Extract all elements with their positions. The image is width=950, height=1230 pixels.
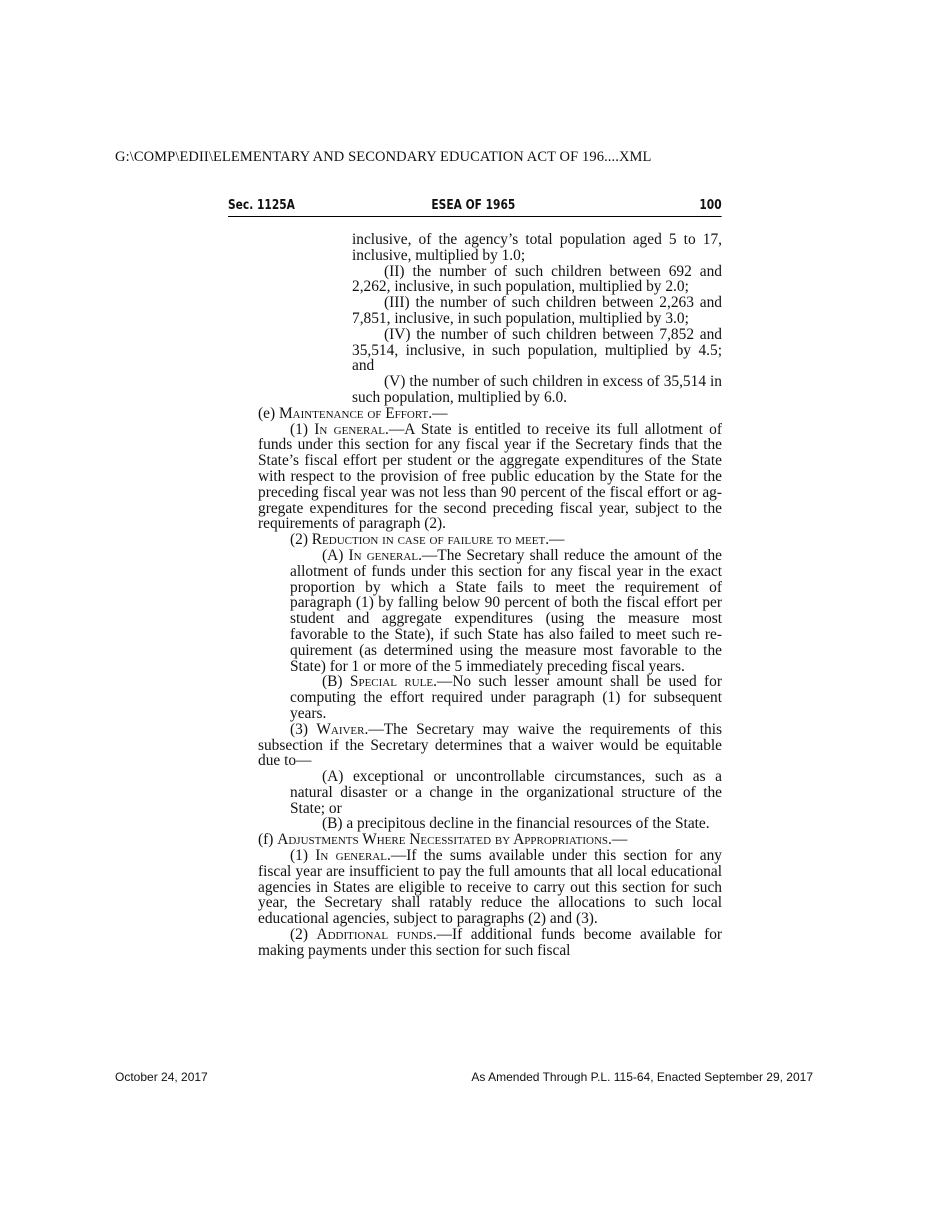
- act-title: ESEA OF 1965: [431, 198, 516, 213]
- subparagraph-label: (A): [322, 546, 349, 564]
- paragraph-label: (2): [290, 926, 317, 944]
- heading-dash: .—: [545, 531, 565, 549]
- footer-date: October 24, 2017: [115, 1070, 208, 1084]
- subparagraph-title: In general: [348, 546, 419, 564]
- paragraph-f2: [258, 927, 722, 959]
- subsection-e-heading: [258, 406, 722, 422]
- paragraph-label: (2): [290, 531, 312, 549]
- paragraph-label: (1): [290, 420, 315, 438]
- subsection-f-heading: [258, 832, 722, 848]
- paragraph-text: .—If the sums available under this section for any fiscal year are insufficient to pay the full amounts that all local educational agencies in States are eligible to receive to carry out this section for such year, the Secretary shall ratably reduce the allocations to such local educational agencies, subject to paragraphs (2) and (3).: [258, 847, 722, 928]
- subparagraph-block: [290, 548, 722, 722]
- file-path: G:\COMP\EDII\ELEMENTARY AND SECONDARY EDUCATION ACT OF 196....XML: [115, 149, 652, 165]
- paragraph-text: .—A State is entitled to receive its full allotment of funds under this section for any fiscal year if the Secretary finds that the State’s fiscal effort per student or the aggregate expenditures of the State with respect to the provision of free public education by the State for the preceding fiscal year was not less than 90 percent of the fiscal effort or aggregate expenditures for the second preceding fiscal year, subject to the requirements of paragraph (2).: [258, 420, 722, 533]
- paragraph-title: In general: [315, 847, 387, 865]
- subsection-title: Adjustments Where Necessitated by Appropriations: [277, 831, 609, 849]
- running-head: [228, 198, 722, 217]
- paragraph-label: (3): [290, 720, 317, 738]
- subparagraph-e3B: (B) a precipitous decline in the financial resources of the State.: [322, 815, 710, 833]
- heading-dash: .—: [608, 831, 628, 849]
- subparagraph-title: Special rule: [349, 673, 434, 691]
- paragraph-title: Additional funds: [316, 926, 433, 944]
- subparagraph-e3A: (A) exceptional or uncontrollable circumstances, such as a natural disaster or a change in the organizational structure of the State; or: [290, 768, 722, 817]
- subclause-I-continued: inclusive, of the agency’s total population aged 5 to 17, inclusive, multiplied by 1.0;: [352, 231, 722, 264]
- paragraph-e2: [258, 532, 722, 548]
- subsection-label: (f): [258, 831, 278, 849]
- section-number: Sec. 1125A: [228, 198, 295, 213]
- subparagraph-text: .—The Secretary shall reduce the amount of the allotment of funds under this section for any fiscal year in the exact proportion by which a State fails to meet the requirement of paragraph (1) by falling below 90 percent of both the fiscal effort per student and aggregate expenditures (using the measure most favorable to the State), if such State has also failed to meet such requirement (as determined using the measure most favorable to the State) for 1 or more of the 5 immediately preceding fiscal years.: [290, 546, 723, 675]
- paragraph-title: Reduction in case of failure to meet: [311, 531, 546, 549]
- paragraph-title: Waiver: [316, 720, 365, 738]
- paragraph-e1: [258, 422, 722, 533]
- paragraph-text: .—If additional funds become available for making payments under this section for such fiscal: [258, 926, 723, 959]
- paragraph-label: (1): [290, 847, 316, 865]
- subparagraph-text: .—No such lesser amount shall be used for computing the effort required under paragraph (1) for subsequent years.: [290, 673, 722, 722]
- paragraph-e3: [258, 722, 722, 769]
- footer-amendment-note: As Amended Through P.L. 115-64, Enacted September 29, 2017: [471, 1070, 813, 1084]
- subclause-IV: (IV) the number of such children between 7,852 and 35,514, inclusive, in such population, multiplied by 4.5; and: [352, 325, 722, 375]
- page-number: 100: [699, 198, 722, 213]
- subparagraph-e2B: [290, 674, 722, 721]
- subparagraph-label: (B): [322, 673, 350, 691]
- paragraph-title: In general: [314, 420, 386, 438]
- subsection-title: Maintenance of Effort: [278, 404, 429, 422]
- subparagraph-block: [290, 769, 722, 832]
- subparagraph-e2A: [290, 548, 722, 674]
- subclause-V: (V) the number of such children in excess of 35,514 in such population, multiplied by 6.0.: [352, 373, 722, 406]
- subclause-block: [352, 232, 722, 406]
- statute-text: [258, 232, 722, 959]
- subclause-II: (II) the number of such children between 692 and 2,262, inclusive, in such population, multiplied by 2.0;: [352, 262, 722, 296]
- paragraph-f1: [258, 848, 722, 927]
- paragraph-text: .—The Secretary may waive the requirements of this subsection if the Secretary determines that a waiver would be equitable due to—: [258, 720, 723, 770]
- subclause-III: (III) the number of such children between 2,263 and 7,851, inclusive, in such population, multiplied by 3.0;: [352, 294, 722, 327]
- heading-dash: .—: [428, 404, 448, 422]
- subsection-label: (e): [258, 404, 279, 422]
